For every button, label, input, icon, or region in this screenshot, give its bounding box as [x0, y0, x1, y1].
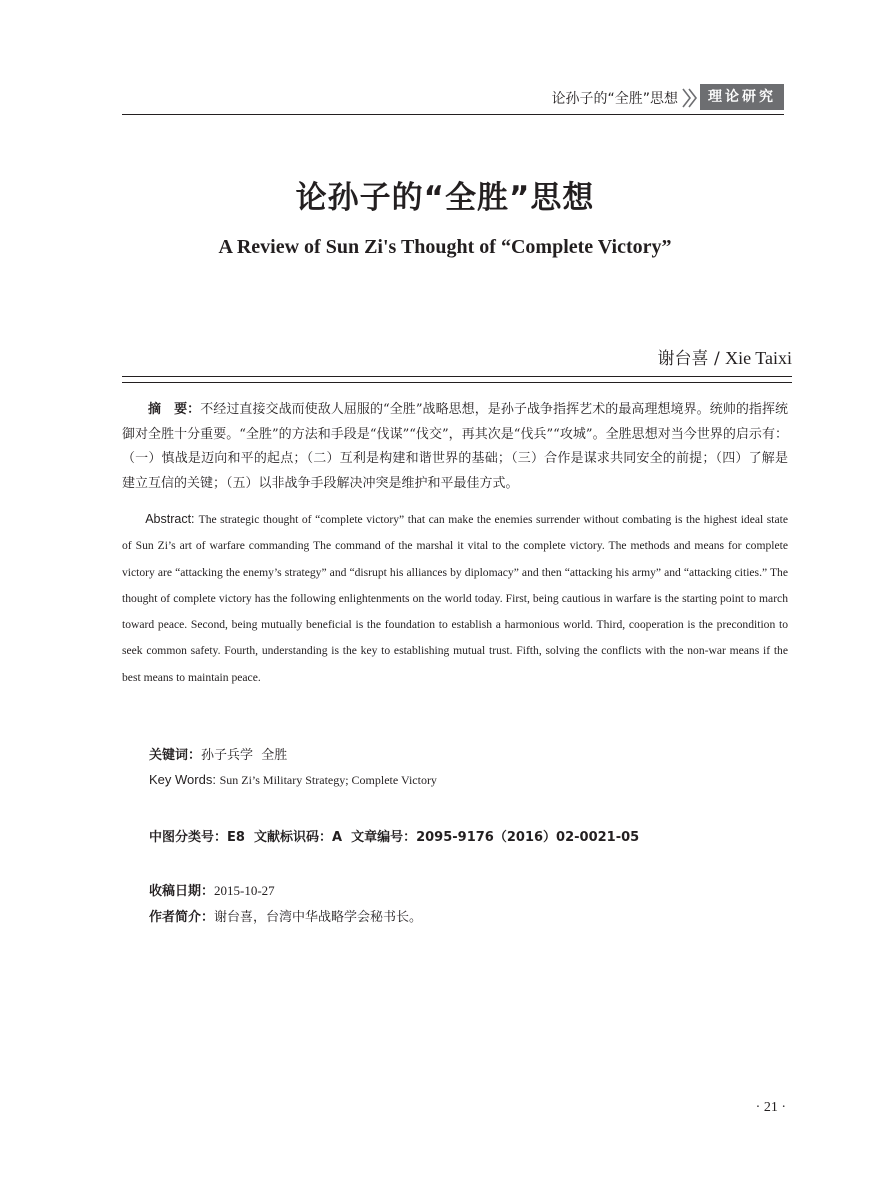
- received-label: 收稿日期：: [149, 884, 215, 899]
- author-name-en: Xie Taixi: [725, 348, 792, 368]
- header-rule: [122, 114, 784, 115]
- abstract-en-text: The strategic thought of “complete victory” that can make the enemies surrender without combating is the highest ideal state of Sun Zi’s art of warfare commanding The command of the marshal it vital to the complete victory. The methods and means for complete victory are “attacking the enemy’s strategy” and “disrupt his alliances by diplomacy” and then “attacking his army” and “attacking cities.” The thought of complete victory has the following enlightenments on the world today. First, being cautious in warfare is the starting point to march toward peace. Second, being mutually beneficial is the foundation to establish a harmonious world. Third, cooperation is the precondition to seek common safety. Fourth, understanding is the key to establishing mutual trust. Fifth, solving the conflicts with the non-war means if the best means to maintain peace.: [122, 513, 788, 684]
- keywords-cn-label: 关键词：: [149, 748, 202, 763]
- running-header: [122, 84, 784, 112]
- keywords-en: [149, 772, 437, 788]
- keywords-cn-text: 孙子兵学 全胜: [201, 748, 288, 763]
- received-value: 2015-10-27: [214, 883, 275, 898]
- received-date: [149, 880, 275, 899]
- section-badge: 理论研究: [700, 84, 784, 110]
- article-title-cn: 论孙子的“全胜”思想: [295, 180, 595, 216]
- author-separator: /: [708, 349, 726, 369]
- title-divider: [122, 376, 792, 383]
- author-intro-text: 谢台喜，台湾中华战略学会秘书长。: [214, 910, 423, 925]
- abstract-cn: [122, 398, 788, 496]
- abstract-cn-label: 摘 要：: [148, 402, 201, 417]
- abstract-en: [122, 506, 788, 691]
- keywords-en-text: Sun Zi’s Military Strategy; Complete Victory: [219, 773, 437, 787]
- article-title-en: A Review of Sun Zi's Thought of “Complete Victory”: [218, 236, 672, 258]
- author-intro-label: 作者简介：: [149, 910, 215, 925]
- page-number: · 21 ·: [755, 1100, 786, 1115]
- keywords-en-label: Key Words:: [149, 772, 220, 787]
- classification-line: 中图分类号：E8 文献标识码：A 文章编号：2095-9176（2016）02-0021-05: [149, 830, 640, 845]
- running-title: 论孙子的“全胜”思想: [551, 91, 678, 107]
- author-name-cn: 谢台喜: [657, 349, 709, 369]
- abstract-en-label: Abstract:: [145, 512, 199, 526]
- author-line: [658, 344, 792, 369]
- keywords-cn: [149, 744, 287, 763]
- double-chevron-icon: [680, 86, 700, 110]
- abstract-cn-text: 不经过直接交战而使敌人屈服的“全胜”战略思想，是孙子战争指挥艺术的最高理想境界。统帅的指挥统御对全胜十分重要。“全胜”的方法和手段是“伐谋”“伐交”，再其次是“伐兵”“攻城”。全胜思想对当今世界的启示有：（一）慎战是迈向和平的起点；（二）互利是构建和谐世界的基础；（三）合作是谋求共同安全的前提；（四）了解是建立互信的关键；（五）以非战争手段解决冲突是维护和平最佳方式。: [122, 402, 788, 491]
- author-intro: [149, 906, 422, 925]
